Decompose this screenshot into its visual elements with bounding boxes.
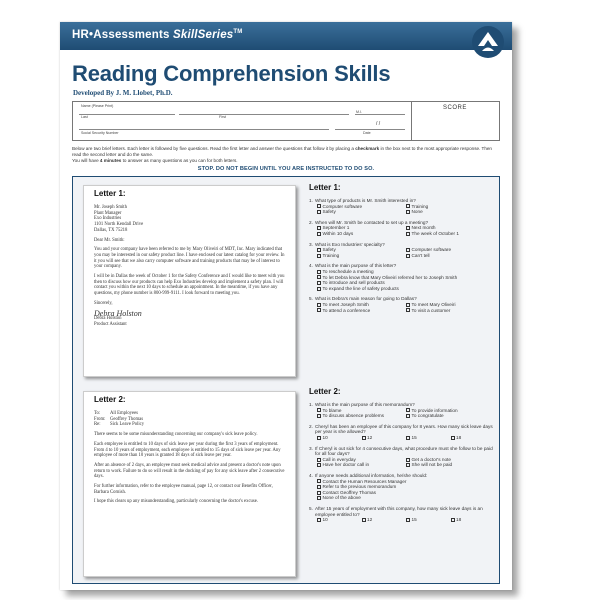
letter-2-para3: After an absence of 2 days, an employee must seek medical advice and present a doctor's note upon return to work. Failure to do so will result in the docking of pay for any sick leave after 2 consecutive days. <box>94 462 285 480</box>
letter-1-heading: Letter 1: <box>94 189 126 198</box>
option[interactable]: To introduce and sell products <box>317 280 495 286</box>
option[interactable]: To congratulate <box>406 413 495 419</box>
question-1-4: 4. What is the main purpose of this letter? To reschedule a meeting To let Debra know that Mary Oliveiri referred her to Joseph Smith To introduce and sell products To expand the line of safety products <box>309 263 495 291</box>
checkbox[interactable] <box>317 254 321 258</box>
letter-2-body <box>94 411 287 509</box>
test-panel <box>72 176 500 584</box>
checkbox[interactable] <box>317 204 321 208</box>
letter-2-para1: There seems to be some misunderstanding concerning our company's sick leave policy. <box>94 432 258 438</box>
option[interactable]: To let Debra know that Mary Oliveiri referred her to Joseph Smith <box>317 275 495 281</box>
checkbox[interactable] <box>362 518 366 522</box>
date-line[interactable] <box>335 129 405 130</box>
letter-1-body <box>94 205 287 328</box>
checkbox[interactable] <box>406 210 410 214</box>
option[interactable]: 12 <box>362 517 407 523</box>
option[interactable]: Contact Geoffrey Thomas <box>317 490 495 496</box>
checkbox[interactable] <box>406 414 410 418</box>
option[interactable]: Get a doctor's note <box>406 457 495 463</box>
letter-1-salutation: Dear Mr. Smith: <box>94 237 125 243</box>
checkbox[interactable] <box>406 436 410 440</box>
date-label: Date <box>363 131 371 135</box>
checkbox[interactable] <box>317 436 321 440</box>
checkbox[interactable] <box>317 275 321 279</box>
score-divider <box>411 102 412 140</box>
option[interactable]: To meet Joseph Smith <box>317 302 406 308</box>
option[interactable]: To meet Mary Oliveiri <box>406 302 495 308</box>
signature: Debra Holston <box>94 308 142 318</box>
stop-notice: STOP. DO NOT BEGIN UNTIL YOU ARE INSTRUCTED TO DO SO. <box>197 166 375 172</box>
option[interactable]: Have her doctor call in <box>317 462 406 468</box>
letter-2-para2: Each employee is entitled to 10 days of sick leave per year during the first 3 years of employment. From 4 to 10 years of employment, each employee is entitled to 15 days of sick leave per year. Any employee of more than 10 years is granted 18 days of sick leave per year. <box>94 441 281 459</box>
checkbox[interactable] <box>406 458 410 462</box>
checkbox[interactable] <box>406 232 410 236</box>
checkbox[interactable] <box>406 254 410 258</box>
assessment-sheet <box>60 22 512 590</box>
checkbox[interactable] <box>406 303 410 307</box>
question-1-5: 5. What is Debra's main reason for going to Dallas? To meet Joseph Smith To meet Mary Oliveiri To attend a conference To visit a customer <box>309 296 495 313</box>
checkbox[interactable] <box>317 248 321 252</box>
checkbox[interactable] <box>317 414 321 418</box>
option[interactable]: 18 <box>451 435 496 441</box>
letter-1-para2: I will be in Dallas the week of October 1 for the Safety Conference and I would like to meet with you then to discuss how our products can help Exo Industries develop and implement a safety plan. I will contact you within the next 10 days to schedule an appointment. In the meantime, if you have any questions, my phone number is 800-999-9111. I look forward to meeting you. <box>94 274 285 297</box>
question-1-2: 2. When will Mr. Smith be contacted to set up a meeting? September 1 Next month Within 10 days The week of October 1 <box>309 220 495 237</box>
checkbox[interactable] <box>317 270 321 274</box>
question-2-3: 3. If Cheryl is out sick for 4 consecutive days, what procedure must she follow to be paid for all four days? Call in everyday Get a doctor's note Have her doctor call in She will not be paid <box>309 446 495 468</box>
letter-2-para5: I hope this clears up any misunderstanding, particularly concerning the doctor's excuse. <box>94 499 258 505</box>
checkbox[interactable] <box>317 281 321 285</box>
checkbox[interactable] <box>317 479 321 483</box>
brand-series: SkillSeries <box>169 29 234 41</box>
checkbox[interactable] <box>406 226 410 230</box>
option[interactable]: Computer software <box>317 204 406 210</box>
first-name-line[interactable] <box>179 114 349 115</box>
checkbox[interactable] <box>406 518 410 522</box>
brand-main: Assessments <box>93 29 170 41</box>
brand-logo-text <box>72 29 242 41</box>
option[interactable]: To attend a conference <box>317 308 406 314</box>
memo-header: To: All Employees From: Geoffrey Thomas Re: Sick Leave Policy <box>94 411 145 428</box>
checkbox[interactable] <box>317 232 321 236</box>
option[interactable]: She will not be paid <box>406 462 495 468</box>
brand-emblem-icon <box>470 24 506 60</box>
checkbox[interactable] <box>317 458 321 462</box>
header-banner <box>60 22 512 50</box>
checkbox[interactable] <box>406 204 410 208</box>
option[interactable]: Next month <box>406 225 495 231</box>
option[interactable]: September 1 <box>317 225 406 231</box>
checkbox[interactable] <box>317 287 321 291</box>
checkbox[interactable] <box>362 436 366 440</box>
checkbox[interactable] <box>317 496 321 500</box>
checkbox[interactable] <box>317 308 321 312</box>
instructions <box>72 146 502 165</box>
option[interactable]: Training <box>317 253 406 259</box>
option[interactable]: To blame <box>317 408 406 414</box>
option[interactable]: Can't tell <box>406 253 495 259</box>
mi-line[interactable] <box>355 114 405 115</box>
question-2-5: 5. After 15 years of employment with this company, how many sick leave days is an employee entitled to? 10 12 15 18 <box>309 506 495 523</box>
letter-2-questions <box>309 387 495 528</box>
date-slashes: / / <box>376 121 381 127</box>
brand-dot: • <box>89 29 94 41</box>
option[interactable]: To visit a customer <box>406 308 495 314</box>
option[interactable]: Within 10 days <box>317 231 406 237</box>
option[interactable]: 15 <box>406 435 451 441</box>
option[interactable]: Call in everyday <box>317 457 406 463</box>
option[interactable]: To reschedule a meeting <box>317 269 495 275</box>
letter-1-questions <box>309 183 495 318</box>
option[interactable]: The week of October 1 <box>406 231 495 237</box>
mi-label: M.I. <box>356 110 362 114</box>
question-1-1: 1. What type of products is Mr. Smith interested in? Computer software Training Safety None <box>309 198 495 215</box>
option[interactable]: None of the above <box>317 495 495 501</box>
ssn-line[interactable] <box>79 129 329 130</box>
option[interactable]: 12 <box>362 435 407 441</box>
letter-1-role: Product Assistant <box>94 321 127 327</box>
checkbox[interactable] <box>317 303 321 307</box>
option[interactable]: Training <box>406 204 495 210</box>
option[interactable]: To provide information <box>406 408 495 414</box>
letter-2-card <box>83 391 296 577</box>
brand-prefix: HR <box>72 29 90 41</box>
checkbox[interactable] <box>451 518 455 522</box>
question-2-1: 1. What is the main purpose of this memorandum? To blame To provide information To discuss absence problems To congratulate <box>309 402 495 419</box>
letter-2-para4: For further information, refer to the employee manual, page 12, or contact our Benefits Officer, Barbara Cornish. <box>94 484 273 495</box>
brand-tm: TM <box>233 29 243 35</box>
option[interactable]: 10 <box>317 435 362 441</box>
name-label: Name (Please Print) <box>81 104 114 108</box>
questions-1-heading: Letter 1: <box>309 183 341 192</box>
option[interactable]: Safety <box>317 247 406 253</box>
letter-1-address: Mr. Joseph Smith Plant Manager Exo Industries 1101 North Kendall Drive Dallas, TX 75218 <box>94 205 144 233</box>
checkbox[interactable] <box>406 308 410 312</box>
checkbox[interactable] <box>317 518 321 522</box>
option[interactable]: To discuss absence problems <box>317 413 406 419</box>
option[interactable]: To expand the line of safety products <box>317 286 495 292</box>
checkbox[interactable] <box>317 226 321 230</box>
checkbox[interactable] <box>406 408 410 412</box>
option[interactable]: 15 <box>406 517 451 523</box>
last-label: Last <box>81 115 88 119</box>
instructions-line2: You will have 4 minutes to answer as many questions as you can for both letters. <box>72 158 238 164</box>
question-2-2: 2. Cheryl has been an employee of this company for 8 years. How many sick leave days per year is she allowed? 10 12 15 18 <box>309 424 495 441</box>
option[interactable]: Safety <box>317 209 406 215</box>
checkbox[interactable] <box>406 248 410 252</box>
letter-1-closing: Sincerely, <box>94 300 113 306</box>
page-title: Reading Comprehension Skills <box>72 61 391 86</box>
option[interactable]: Refer to the previous memorandum <box>317 484 495 490</box>
checkbox[interactable] <box>317 485 321 489</box>
ssn-label: Social Security Number <box>81 131 119 135</box>
author-line: Developed By J. M. Llobet, Ph.D. <box>73 89 173 97</box>
option[interactable]: 10 <box>317 517 362 523</box>
checkbox[interactable] <box>317 463 321 467</box>
checkbox[interactable] <box>451 436 455 440</box>
checkbox[interactable] <box>317 491 321 495</box>
option[interactable]: 18 <box>451 517 496 523</box>
candidate-info-box <box>72 101 500 141</box>
score-label: SCORE <box>443 105 467 111</box>
checkbox[interactable] <box>406 463 410 467</box>
question-1-3: 3. What is Exo Industries' specialty? Safety Computer software Training Can't tell <box>309 242 495 259</box>
last-name-line[interactable] <box>79 114 175 115</box>
letter-1-para1: You and your company have been referred to me by Mary Oliveiri of MDT, Inc. Mary indicated that you may be interested in our safety product line. I have enclosed our latest catalog for your review. In it you will see that we also carry computer software and training products that may be of interest to your company. <box>94 247 285 270</box>
question-2-4: 4. If anyone needs additional information, he/she should: Contact the Human Resources Manager Refer to the previous memorandum Contact Geoffrey Thomas None of the above <box>309 473 495 501</box>
option[interactable]: None <box>406 209 495 215</box>
checkbox[interactable] <box>317 210 321 214</box>
option[interactable]: Contact the Human Resources Manager <box>317 479 495 485</box>
instructions-line1: Below are two brief letters. Each letter is followed by five questions. Read the first letter and answer the questions that follow it by placing a checkmark in the box next to the most appropriate response. Then read the second letter and do the same. <box>72 146 492 158</box>
letter-2-heading: Letter 2: <box>94 395 126 404</box>
letter-1-card <box>83 185 296 377</box>
questions-2-heading: Letter 2: <box>309 387 341 396</box>
checkbox[interactable] <box>317 408 321 412</box>
option[interactable]: Computer software <box>406 247 495 253</box>
letter-1-name: Debra Holston <box>94 316 122 322</box>
first-label: First <box>219 115 226 119</box>
